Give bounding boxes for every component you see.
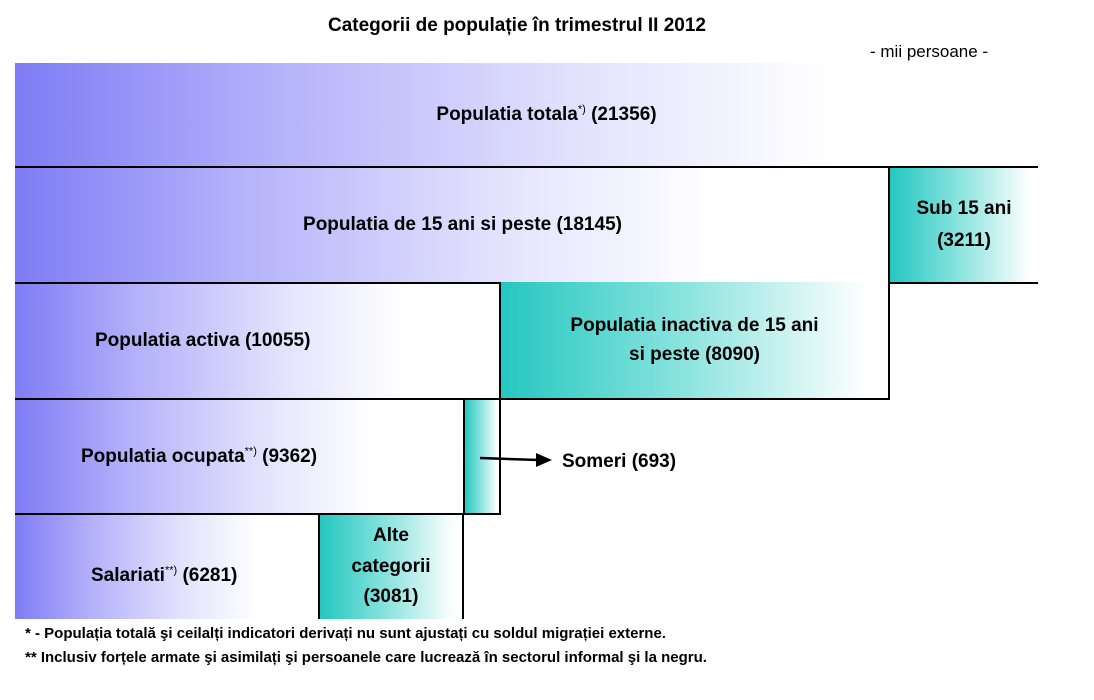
activa-label: Populatia activa xyxy=(95,329,240,351)
arrow-right-icon xyxy=(480,450,555,470)
sub15-label: Sub 15 ani xyxy=(916,197,1012,219)
total-sup: *) xyxy=(577,103,586,116)
activa-value: (10055) xyxy=(244,329,311,351)
salariati-sup: **) xyxy=(164,564,178,577)
alte-value: (3081) xyxy=(363,586,419,608)
salariati-label: Salariati xyxy=(91,564,165,586)
someri-text xyxy=(562,447,676,477)
box-pop15 xyxy=(15,168,890,282)
salariati-value: (6281) xyxy=(182,564,238,586)
ocupata-value: (9362) xyxy=(262,445,318,467)
box-alte xyxy=(318,515,464,619)
ocupata-sup: **) xyxy=(244,445,257,458)
pop15-label: Populatia de 15 ani si peste xyxy=(303,213,552,235)
pop15-value: (18145) xyxy=(556,213,622,235)
inactiva-label2: si peste xyxy=(629,344,700,365)
footnote-2: ** Inclusiv forțele armate şi asimilați şi persoanele care lucrează în sectorul informal şi la negru. xyxy=(25,649,707,666)
total-value: (21356) xyxy=(591,103,657,125)
someri-label: Someri xyxy=(562,450,627,472)
footnote-1: * - Populația totală şi ceilalți indicatori derivați nu sunt ajustați cu soldul migrației externe. xyxy=(25,625,666,642)
unit-label: - mii persoane - xyxy=(870,42,989,61)
inactiva-value: (8090) xyxy=(705,344,760,365)
inactiva-label1: Populatia inactiva de 15 ani xyxy=(570,314,819,336)
total-label: Populatia totala xyxy=(436,103,578,125)
box-sub15 xyxy=(890,168,1038,282)
someri-value: (693) xyxy=(631,450,677,472)
ocupata-label: Populatia ocupata xyxy=(81,445,245,467)
alte-label2: categorii xyxy=(351,555,431,577)
box-salariati xyxy=(15,515,319,619)
box-ocupata xyxy=(15,400,463,514)
alte-label1: Alte xyxy=(373,525,409,547)
page-title: Categorii de populație în trimestrul II 2012 xyxy=(328,15,706,36)
box-inactiva xyxy=(499,282,890,400)
sub15-value: (3211) xyxy=(937,230,991,251)
box-activa xyxy=(15,284,500,398)
box-total xyxy=(15,63,1038,167)
